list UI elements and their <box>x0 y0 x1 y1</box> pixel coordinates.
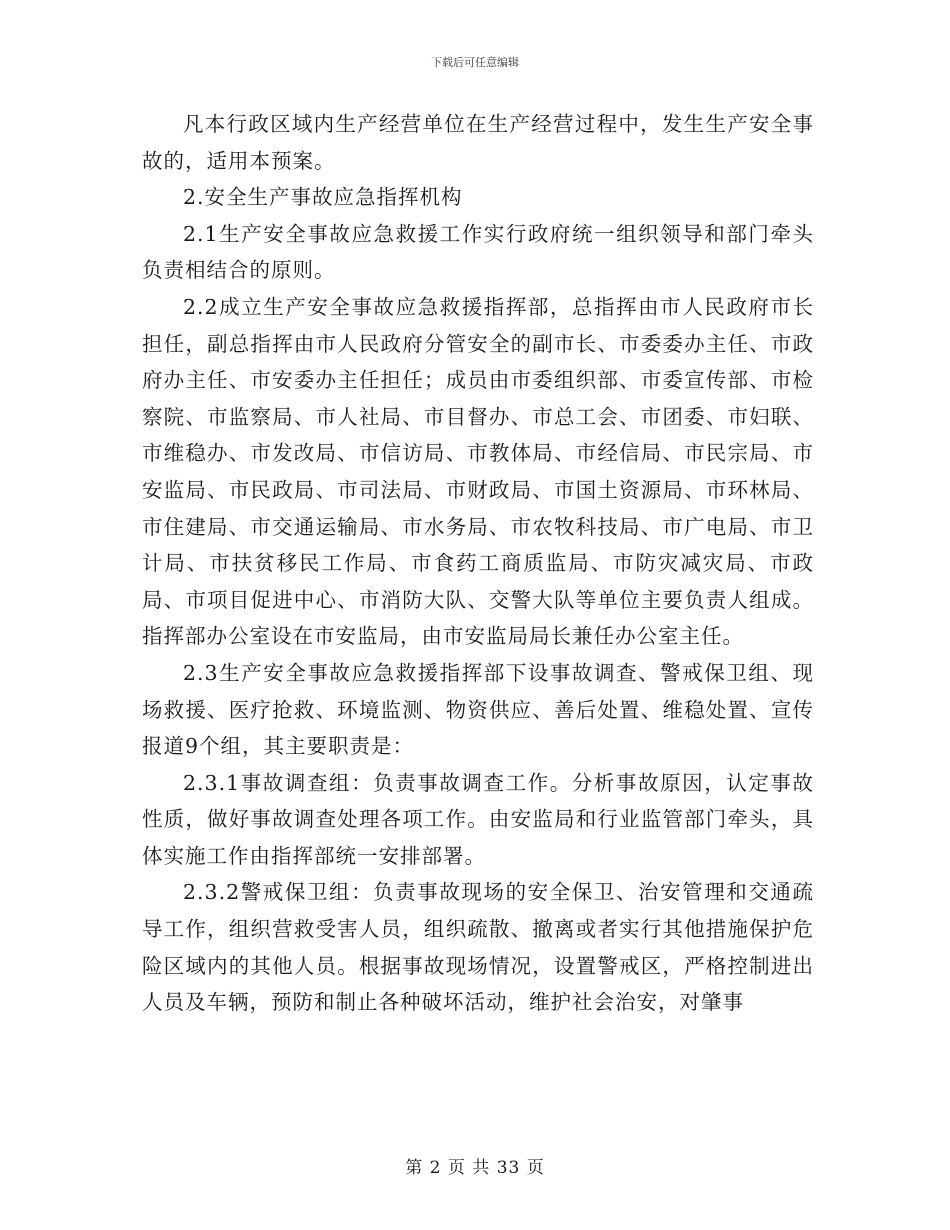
paragraph: 2.2成立生产安全事故应急救援指挥部，总指挥由市人民政府市长担任，副总指挥由市人民政府分管安全的副市长、市委委办主任、市政府办主任、市安委办主任担任；成员由市委组织部、市委宣传部、市检察院、市监察局、市人社局、市目督办、市总工会、市团委、市妇联、市维稳办、市发改局、市信访局、市教体局、市经信局、市民宗局、市安监局、市民政局、市司法局、市财政局、市国土资源局、市环林局、市住建局、市交通运输局、市水务局、市农牧科技局、市广电局、市卫计局、市扶贫移民工作局、市食药工商质监局、市防灾减灾局、市政局、市项目促进中心、市消防大队、交警大队等单位主要负责人组成。指挥部办公室设在市安监局，由市安监局局长兼任办公室主任。 <box>142 294 814 649</box>
section-heading: 2.安全生产事故应急指挥机构 <box>183 185 463 210</box>
paragraph: 凡本行政区域内生产经营单位在生产经营过程中，发生生产安全事故的，适用本预案。 <box>142 112 814 173</box>
paragraph: 2.1生产安全事故应急救援工作实行政府统一组织领导和部门牵头负责相结合的原则。 <box>142 221 814 283</box>
paragraph: 2.3.2警戒保卫组：负责事故现场的安全保卫、治安管理和交通疏导工作，组织营救受害人员，组织疏散、撤离或者实行其他措施保护危险区域内的其他人员。根据事故现场情况，设置警戒区，严格控制进出人员及车辆，预防和制止各种破坏活动，维护社会治安，对肇事 <box>142 880 814 1015</box>
paragraph: 2.3.1事故调查组：负责事故调查工作。分析事故原因，认定事故性质，做好事故调查处理各项工作。由安监局和行业监管部门牵头，具体实施工作由指挥部统一安排部署。 <box>142 770 814 868</box>
document-body <box>142 106 814 1021</box>
header-note: 下载后可任意编辑 <box>431 56 519 69</box>
paragraph: 2.3生产安全事故应急救援指挥部下设事故调查、警戒保卫组、现场救援、医疗抢救、环境监测、物资供应、善后处置、维稳处置、宣传报道9个组，其主要职责是： <box>142 660 814 759</box>
page-number: 第 2 页 共 33 页 <box>405 1158 545 1178</box>
